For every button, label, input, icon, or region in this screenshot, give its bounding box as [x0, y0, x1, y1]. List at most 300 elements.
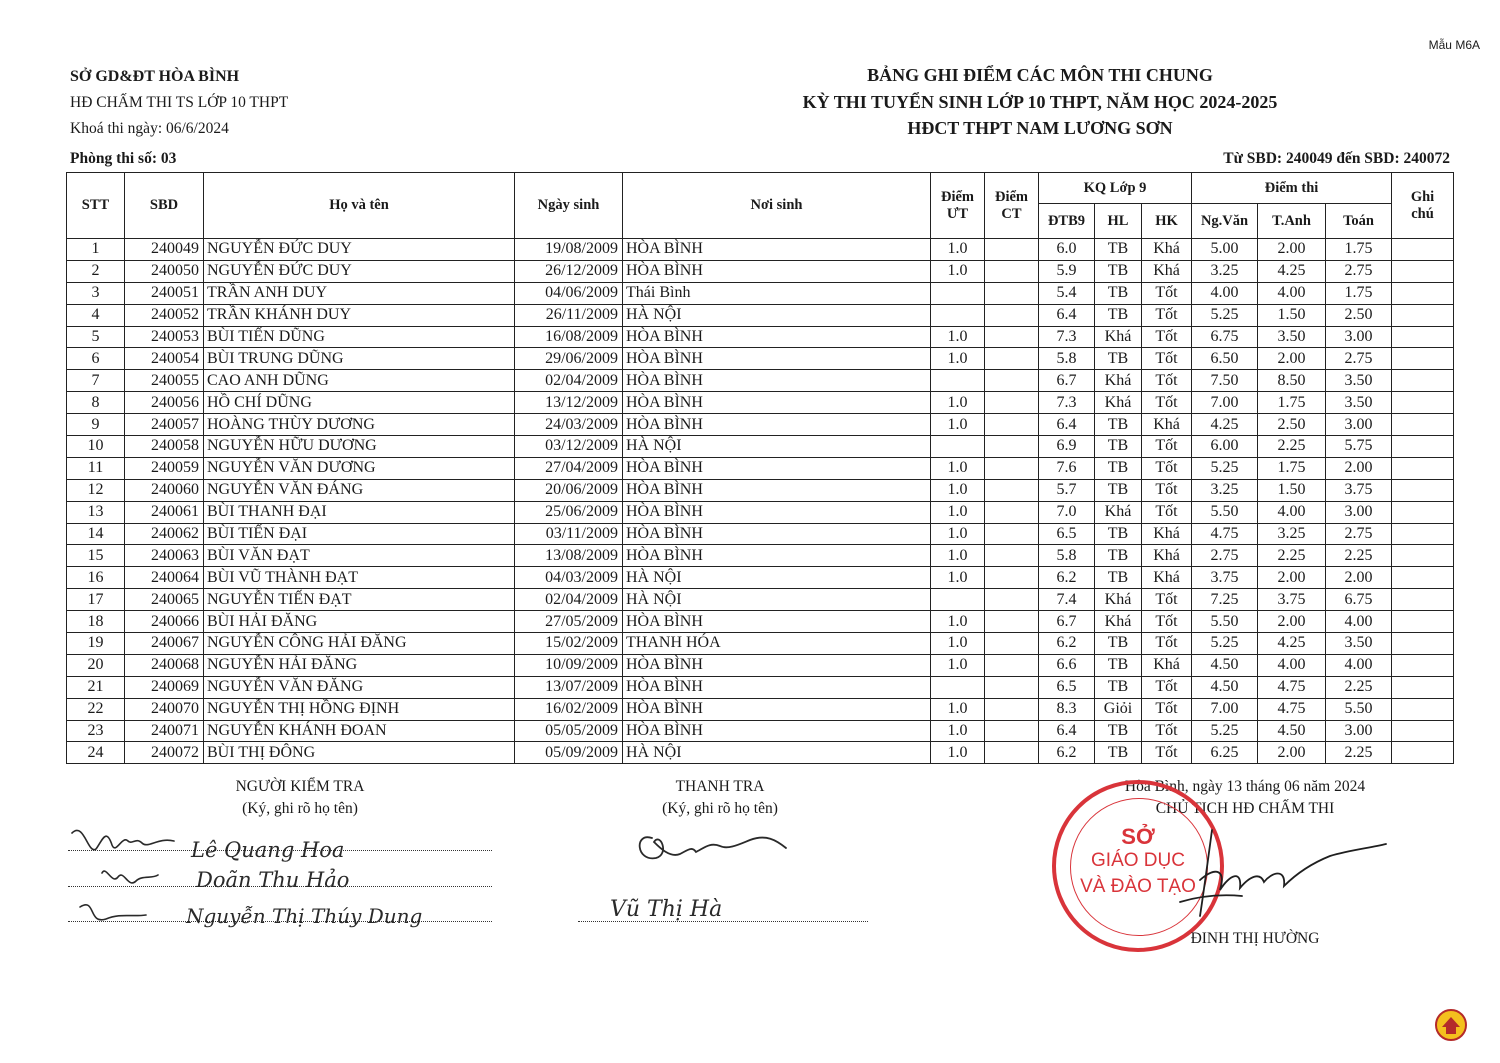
cell-dob: 29/06/2009 — [515, 348, 623, 370]
cell-note — [1392, 457, 1454, 479]
cell-hl: TB — [1095, 348, 1142, 370]
cell-sbd: 240059 — [125, 457, 204, 479]
cell-anh: 4.75 — [1258, 698, 1326, 720]
cell-dtb9: 5.8 — [1039, 348, 1095, 370]
cell-van: 3.25 — [1192, 479, 1258, 501]
cell-pob: HÒA BÌNH — [623, 457, 931, 479]
cell-stt: 15 — [67, 545, 125, 567]
cell-note — [1392, 545, 1454, 567]
cell-dob: 20/06/2009 — [515, 479, 623, 501]
cell-hl: TB — [1095, 720, 1142, 742]
table-row — [67, 676, 1454, 698]
checker-name-1: Lê Quang Hoa — [191, 838, 345, 862]
cell-toan: 1.75 — [1326, 282, 1392, 304]
col-sbd: SBD — [125, 173, 204, 239]
cell-dtb9: 7.0 — [1039, 501, 1095, 523]
cell-hk: Tốt — [1142, 326, 1192, 348]
cell-hk: Tốt — [1142, 501, 1192, 523]
cell-name: HỒ CHÍ DŨNG — [204, 392, 515, 414]
cell-diem-ct — [985, 698, 1039, 720]
cell-hk: Tốt — [1142, 348, 1192, 370]
table-row — [67, 414, 1454, 436]
cell-hk: Tốt — [1142, 304, 1192, 326]
cell-anh: 1.75 — [1258, 457, 1326, 479]
cell-pob: HÒA BÌNH — [623, 348, 931, 370]
table-row — [67, 720, 1454, 742]
cell-van: 6.25 — [1192, 742, 1258, 764]
cell-name: BÙI HẢI ĐĂNG — [204, 611, 515, 633]
cell-anh: 2.00 — [1258, 611, 1326, 633]
cell-pob: HÒA BÌNH — [623, 326, 931, 348]
cell-toan: 3.00 — [1326, 326, 1392, 348]
cell-hl: TB — [1095, 260, 1142, 282]
cell-toan: 3.50 — [1326, 392, 1392, 414]
cell-stt: 4 — [67, 304, 125, 326]
cell-toan: 3.50 — [1326, 633, 1392, 655]
table-row — [67, 479, 1454, 501]
sbd-range: Từ SBD: 240049 đến SBD: 240072 — [1223, 150, 1450, 167]
cell-dob: 02/04/2009 — [515, 370, 623, 392]
cell-van: 7.25 — [1192, 589, 1258, 611]
doc-title: BẢNG GHI ĐIỂM CÁC MÔN THI CHUNG — [867, 65, 1213, 85]
school-logo-icon — [1428, 1003, 1474, 1043]
cell-toan: 6.75 — [1326, 589, 1392, 611]
table-row — [67, 523, 1454, 545]
cell-note — [1392, 633, 1454, 655]
cell-stt: 18 — [67, 611, 125, 633]
council-school: HĐCT THPT NAM LƯƠNG SƠN — [907, 118, 1173, 138]
cell-hk: Khá — [1142, 414, 1192, 436]
cell-van: 6.50 — [1192, 348, 1258, 370]
cell-van: 5.25 — [1192, 720, 1258, 742]
cell-toan: 1.75 — [1326, 239, 1392, 261]
cell-dob: 13/12/2009 — [515, 392, 623, 414]
cell-hl: TB — [1095, 676, 1142, 698]
cell-name: NGUYỄN VĂN DƯƠNG — [204, 457, 515, 479]
cell-anh: 8.50 — [1258, 370, 1326, 392]
cell-name: BÙI VŨ THÀNH ĐẠT — [204, 567, 515, 589]
cell-sbd: 240051 — [125, 282, 204, 304]
cell-dob: 26/11/2009 — [515, 304, 623, 326]
cell-dtb9: 7.3 — [1039, 392, 1095, 414]
cell-anh: 2.00 — [1258, 239, 1326, 261]
cell-diem-ut: 1.0 — [931, 479, 985, 501]
cell-toan: 2.25 — [1326, 676, 1392, 698]
cell-diem-ut: 1.0 — [931, 260, 985, 282]
cell-diem-ct — [985, 348, 1039, 370]
cell-dob: 13/08/2009 — [515, 545, 623, 567]
cell-hl: Khá — [1095, 611, 1142, 633]
cell-pob: HÒA BÌNH — [623, 676, 931, 698]
cell-hk: Tốt — [1142, 282, 1192, 304]
cell-stt: 9 — [67, 414, 125, 436]
cell-anh: 4.25 — [1258, 633, 1326, 655]
cell-diem-ut: 1.0 — [931, 654, 985, 676]
cell-dtb9: 6.4 — [1039, 304, 1095, 326]
inspector-block — [600, 776, 840, 820]
cell-hk: Tốt — [1142, 589, 1192, 611]
cell-stt: 8 — [67, 392, 125, 414]
col-group-scores: Điểm thi — [1192, 173, 1392, 204]
cell-toan: 2.75 — [1326, 523, 1392, 545]
cell-van: 4.25 — [1192, 414, 1258, 436]
cell-note — [1392, 720, 1454, 742]
room-number: Phòng thi số: 03 — [70, 150, 177, 167]
table-row — [67, 589, 1454, 611]
cell-diem-ct — [985, 370, 1039, 392]
table-row — [67, 654, 1454, 676]
cell-van: 7.50 — [1192, 370, 1258, 392]
seal-line-2: GIÁO DỤC — [1091, 850, 1185, 871]
cell-note — [1392, 654, 1454, 676]
cell-stt: 3 — [67, 282, 125, 304]
cell-van: 3.75 — [1192, 567, 1258, 589]
cell-hl: Khá — [1095, 589, 1142, 611]
cell-hl: TB — [1095, 282, 1142, 304]
cell-diem-ut: 1.0 — [931, 414, 985, 436]
cell-name: CAO ANH DŨNG — [204, 370, 515, 392]
col-name: Họ và tên — [204, 173, 515, 239]
cell-note — [1392, 676, 1454, 698]
cell-diem-ct — [985, 479, 1039, 501]
cell-dtb9: 8.3 — [1039, 698, 1095, 720]
cell-pob: HÒA BÌNH — [623, 523, 931, 545]
cell-anh: 1.50 — [1258, 479, 1326, 501]
cell-toan: 2.25 — [1326, 742, 1392, 764]
cell-name: NGUYỄN CÔNG HẢI ĐĂNG — [204, 633, 515, 655]
cell-dtb9: 6.6 — [1039, 654, 1095, 676]
cell-note — [1392, 326, 1454, 348]
cell-diem-ct — [985, 567, 1039, 589]
cell-diem-ct — [985, 654, 1039, 676]
cell-diem-ct — [985, 720, 1039, 742]
cell-diem-ct — [985, 742, 1039, 764]
cell-diem-ut: 1.0 — [931, 392, 985, 414]
col-dtb9: ĐTB9 — [1039, 204, 1095, 239]
cell-pob: HÒA BÌNH — [623, 501, 931, 523]
cell-toan: 3.00 — [1326, 501, 1392, 523]
cell-name: TRẦN KHÁNH DUY — [204, 304, 515, 326]
cell-toan: 3.75 — [1326, 479, 1392, 501]
col-diem-ct: Điểm CT — [985, 173, 1039, 239]
cell-anh: 4.00 — [1258, 282, 1326, 304]
cell-name: TRẦN ANH DUY — [204, 282, 515, 304]
cell-dob: 26/12/2009 — [515, 260, 623, 282]
cell-toan: 2.75 — [1326, 260, 1392, 282]
cell-dob: 05/09/2009 — [515, 742, 623, 764]
col-toan: Toán — [1326, 204, 1392, 239]
cell-anh: 3.50 — [1258, 326, 1326, 348]
cell-hk: Tốt — [1142, 611, 1192, 633]
cell-diem-ut: 1.0 — [931, 348, 985, 370]
cell-dtb9: 5.4 — [1039, 282, 1095, 304]
cell-diem-ut — [931, 282, 985, 304]
checker-title: NGƯỜI KIỂM TRA — [235, 778, 365, 795]
cell-dtb9: 6.5 — [1039, 523, 1095, 545]
cell-toan: 3.50 — [1326, 370, 1392, 392]
cell-dob: 13/07/2009 — [515, 676, 623, 698]
table-row — [67, 545, 1454, 567]
cell-anh: 3.25 — [1258, 523, 1326, 545]
cell-anh: 2.00 — [1258, 742, 1326, 764]
cell-name: NGUYỄN TIẾN ĐẠT — [204, 589, 515, 611]
cell-toan: 2.00 — [1326, 457, 1392, 479]
cell-hl: TB — [1095, 457, 1142, 479]
inspector-signature — [600, 818, 870, 928]
cell-hl: TB — [1095, 479, 1142, 501]
cell-hk: Tốt — [1142, 436, 1192, 458]
cell-note — [1392, 304, 1454, 326]
cell-pob: HÒA BÌNH — [623, 720, 931, 742]
department-name: SỞ GD&ĐT HÒA BÌNH — [70, 68, 240, 85]
cell-dob: 27/04/2009 — [515, 457, 623, 479]
cell-name: BÙI TIẾN ĐẠI — [204, 523, 515, 545]
inspector-name: Vũ Thị Hà — [610, 897, 723, 922]
cell-sbd: 240069 — [125, 676, 204, 698]
cell-note — [1392, 523, 1454, 545]
cell-dtb9: 6.4 — [1039, 414, 1095, 436]
col-group-kq9: KQ Lớp 9 — [1039, 173, 1192, 204]
cell-name: NGUYỄN ĐỨC DUY — [204, 239, 515, 261]
cell-anh: 3.75 — [1258, 589, 1326, 611]
cell-van: 5.00 — [1192, 239, 1258, 261]
cell-diem-ct — [985, 676, 1039, 698]
cell-toan: 2.25 — [1326, 545, 1392, 567]
cell-van: 6.00 — [1192, 436, 1258, 458]
cell-anh: 1.50 — [1258, 304, 1326, 326]
col-dob: Ngày sinh — [515, 173, 623, 239]
cell-dtb9: 5.8 — [1039, 545, 1095, 567]
cell-name: BÙI TRUNG DŨNG — [204, 348, 515, 370]
cell-diem-ct — [985, 326, 1039, 348]
cell-anh: 2.25 — [1258, 436, 1326, 458]
table-row — [67, 282, 1454, 304]
cell-pob: HÒA BÌNH — [623, 698, 931, 720]
cell-diem-ut: 1.0 — [931, 611, 985, 633]
cell-stt: 17 — [67, 589, 125, 611]
table-row — [67, 611, 1454, 633]
cell-sbd: 240064 — [125, 567, 204, 589]
cell-van: 5.50 — [1192, 611, 1258, 633]
cell-diem-ut — [931, 436, 985, 458]
cell-diem-ut: 1.0 — [931, 239, 985, 261]
inspector-instruction: (Ký, ghi rõ họ tên) — [662, 800, 778, 817]
cell-hk: Tốt — [1142, 370, 1192, 392]
cell-dob: 04/06/2009 — [515, 282, 623, 304]
cell-stt: 1 — [67, 239, 125, 261]
cell-stt: 14 — [67, 523, 125, 545]
cell-hk: Tốt — [1142, 479, 1192, 501]
cell-name: NGUYỄN VĂN ĐÁNG — [204, 479, 515, 501]
cell-pob: HÒA BÌNH — [623, 611, 931, 633]
cell-dtb9: 6.7 — [1039, 370, 1095, 392]
cell-hl: TB — [1095, 414, 1142, 436]
cell-hk: Khá — [1142, 654, 1192, 676]
cell-dtb9: 6.4 — [1039, 720, 1095, 742]
cell-name: BÙI THANH ĐẠI — [204, 501, 515, 523]
cell-diem-ct — [985, 239, 1039, 261]
col-note: Ghi chú — [1392, 173, 1454, 239]
cell-hl: TB — [1095, 633, 1142, 655]
checker-instruction: (Ký, ghi rõ họ tên) — [242, 800, 358, 817]
cell-sbd: 240057 — [125, 414, 204, 436]
chair-title: CHỦ TỊCH HĐ CHẤM THI — [1155, 800, 1335, 817]
cell-stt: 7 — [67, 370, 125, 392]
cell-diem-ut: 1.0 — [931, 567, 985, 589]
cell-hk: Tốt — [1142, 698, 1192, 720]
cell-diem-ut: 1.0 — [931, 720, 985, 742]
exam-name: KỲ THI TUYỂN SINH LỚP 10 THPT, NĂM HỌC 2024-2025 — [802, 91, 1278, 112]
cell-anh: 1.75 — [1258, 392, 1326, 414]
cell-diem-ut: 1.0 — [931, 326, 985, 348]
cell-dob: 10/09/2009 — [515, 654, 623, 676]
cell-hk: Tốt — [1142, 676, 1192, 698]
cell-hl: Khá — [1095, 501, 1142, 523]
cell-anh: 2.00 — [1258, 567, 1326, 589]
seal-line-3: VÀ ĐÀO TẠO — [1080, 876, 1196, 897]
table-row — [67, 348, 1454, 370]
table-row — [67, 501, 1454, 523]
cell-van: 6.75 — [1192, 326, 1258, 348]
cell-dob: 19/08/2009 — [515, 239, 623, 261]
cell-pob: HÒA BÌNH — [623, 260, 931, 282]
cell-sbd: 240058 — [125, 436, 204, 458]
cell-sbd: 240068 — [125, 654, 204, 676]
cell-dtb9: 6.0 — [1039, 239, 1095, 261]
cell-name: NGUYỄN HỮU DƯƠNG — [204, 436, 515, 458]
chair-signature — [1160, 820, 1400, 930]
cell-hk: Tốt — [1142, 742, 1192, 764]
cell-van: 5.25 — [1192, 457, 1258, 479]
cell-note — [1392, 239, 1454, 261]
cell-diem-ut: 1.0 — [931, 457, 985, 479]
col-pob: Nơi sinh — [623, 173, 931, 239]
cell-pob: HÀ NỘI — [623, 742, 931, 764]
cell-pob: HÒA BÌNH — [623, 414, 931, 436]
chair-name: ĐINH THỊ HƯỜNG — [1190, 930, 1320, 947]
cell-diem-ct — [985, 414, 1039, 436]
cell-diem-ut — [931, 304, 985, 326]
cell-sbd: 240061 — [125, 501, 204, 523]
cell-stt: 20 — [67, 654, 125, 676]
cell-dtb9: 7.6 — [1039, 457, 1095, 479]
cell-hl: Khá — [1095, 326, 1142, 348]
cell-pob: HÒA BÌNH — [623, 654, 931, 676]
cell-dob: 04/03/2009 — [515, 567, 623, 589]
cell-hl: Khá — [1095, 370, 1142, 392]
cell-diem-ut: 1.0 — [931, 545, 985, 567]
cell-sbd: 240052 — [125, 304, 204, 326]
cell-sbd: 240066 — [125, 611, 204, 633]
cell-dob: 02/04/2009 — [515, 589, 623, 611]
cell-sbd: 240056 — [125, 392, 204, 414]
cell-hl: TB — [1095, 567, 1142, 589]
form-code: Mẫu M6A — [1428, 38, 1480, 52]
header-center — [720, 62, 1360, 142]
cell-van: 4.50 — [1192, 676, 1258, 698]
cell-stt: 22 — [67, 698, 125, 720]
checker-name-3: Nguyễn Thị Thúy Dung — [186, 904, 423, 928]
table-row — [67, 304, 1454, 326]
table-row — [67, 436, 1454, 458]
checker-name-2: Doãn Thu Hảo — [196, 868, 350, 892]
cell-sbd: 240070 — [125, 698, 204, 720]
table-row — [67, 260, 1454, 282]
cell-diem-ct — [985, 633, 1039, 655]
col-stt: STT — [67, 173, 125, 239]
cell-name: BÙI VĂN ĐẠT — [204, 545, 515, 567]
cell-toan: 3.00 — [1326, 414, 1392, 436]
cell-dtb9: 6.2 — [1039, 742, 1095, 764]
cell-anh: 4.75 — [1258, 676, 1326, 698]
cell-toan: 2.75 — [1326, 348, 1392, 370]
cell-van: 2.75 — [1192, 545, 1258, 567]
cell-diem-ut — [931, 676, 985, 698]
cell-note — [1392, 348, 1454, 370]
cell-diem-ct — [985, 523, 1039, 545]
cell-pob: HÒA BÌNH — [623, 392, 931, 414]
cell-note — [1392, 501, 1454, 523]
table-row — [67, 742, 1454, 764]
cell-name: NGUYỄN ĐỨC DUY — [204, 260, 515, 282]
cell-hl: TB — [1095, 545, 1142, 567]
cell-diem-ct — [985, 501, 1039, 523]
checker-signatures — [66, 815, 496, 945]
cell-stt: 19 — [67, 633, 125, 655]
cell-diem-ct — [985, 611, 1039, 633]
cell-pob: HÒA BÌNH — [623, 479, 931, 501]
cell-diem-ct — [985, 304, 1039, 326]
cell-stt: 23 — [67, 720, 125, 742]
cell-diem-ut: 1.0 — [931, 698, 985, 720]
cell-dtb9: 6.9 — [1039, 436, 1095, 458]
cell-stt: 21 — [67, 676, 125, 698]
cell-name: HOÀNG THÙY DƯƠNG — [204, 414, 515, 436]
cell-note — [1392, 436, 1454, 458]
cell-anh: 2.00 — [1258, 348, 1326, 370]
cell-dob: 27/05/2009 — [515, 611, 623, 633]
cell-van: 5.25 — [1192, 633, 1258, 655]
seal-line-1: SỞ — [1121, 824, 1155, 849]
cell-anh: 2.50 — [1258, 414, 1326, 436]
cell-sbd: 240055 — [125, 370, 204, 392]
cell-van: 5.50 — [1192, 501, 1258, 523]
cell-dtb9: 6.5 — [1039, 676, 1095, 698]
cell-van: 5.25 — [1192, 304, 1258, 326]
cell-diem-ct — [985, 260, 1039, 282]
cell-toan: 2.00 — [1326, 567, 1392, 589]
cell-toan: 5.50 — [1326, 698, 1392, 720]
cell-note — [1392, 260, 1454, 282]
cell-hl: TB — [1095, 304, 1142, 326]
cell-hk: Khá — [1142, 239, 1192, 261]
cell-hk: Khá — [1142, 545, 1192, 567]
cell-toan: 5.75 — [1326, 436, 1392, 458]
cell-dob: 25/06/2009 — [515, 501, 623, 523]
cell-sbd: 240050 — [125, 260, 204, 282]
cell-diem-ct — [985, 436, 1039, 458]
table-row — [67, 633, 1454, 655]
cell-hk: Tốt — [1142, 392, 1192, 414]
cell-dob: 16/08/2009 — [515, 326, 623, 348]
cell-note — [1392, 611, 1454, 633]
cell-dtb9: 6.7 — [1039, 611, 1095, 633]
cell-anh: 4.25 — [1258, 260, 1326, 282]
cell-sbd: 240062 — [125, 523, 204, 545]
cell-hl: TB — [1095, 239, 1142, 261]
cell-pob: Thái Bình — [623, 282, 931, 304]
cell-toan: 2.50 — [1326, 304, 1392, 326]
